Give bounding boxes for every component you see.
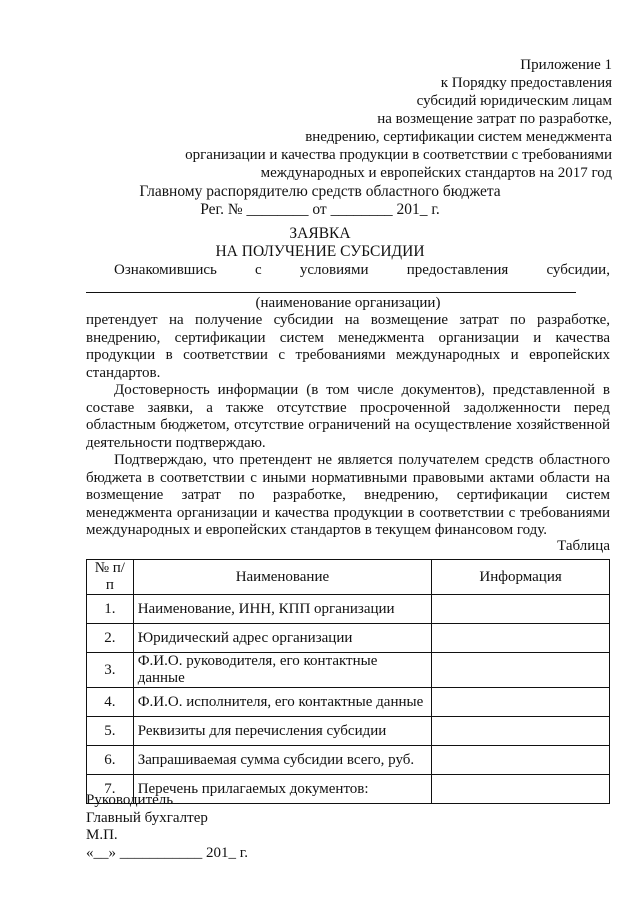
row-name: Ф.И.О. руководителя, его контактные данные <box>133 653 431 688</box>
row-info-cell[interactable] <box>432 653 610 688</box>
signature-block <box>86 792 248 862</box>
row-number: 1. <box>87 595 134 624</box>
title-line: ЗАЯВКА <box>289 225 351 242</box>
table-row <box>87 717 610 746</box>
table-row <box>87 688 610 717</box>
annex-line: Приложение 1 <box>520 57 612 73</box>
row-info-cell[interactable] <box>432 717 610 746</box>
recipient-block <box>0 183 640 219</box>
row-info-cell[interactable] <box>432 688 610 717</box>
document-title <box>0 225 640 261</box>
table-row <box>87 595 610 624</box>
table-row <box>87 624 610 653</box>
row-number: 2. <box>87 624 134 653</box>
annex-line: к Порядку предоставления <box>440 75 612 91</box>
annex-line: на возмещение затрат по разработке, <box>377 111 612 127</box>
row-info-cell[interactable] <box>432 624 610 653</box>
row-info-cell[interactable] <box>432 746 610 775</box>
paragraph-confirmation: Подтверждаю, что претендент не является получателем средств областного бюджета в соответствии с иными нормативными правовыми актами области на возмещение затрат по разработке, внедрению, сертификации систем менеджмента организации и качества продукции в соответствии с требованиями международных и европейских стандартов в текущем финансовом году. <box>86 452 610 538</box>
table-row <box>87 653 610 688</box>
annex-line: международных и европейских стандартов на 2017 год <box>260 165 612 181</box>
row-name: Перечень прилагаемых документов: <box>133 775 431 804</box>
paragraph-claim: претендует на получение субсидии на возмещение затрат по разработке, внедрению, сертификации систем менеджмента организации и качества продукции в соответствии с требованиями международных и европейских стандартов. <box>86 312 610 381</box>
row-name: Ф.И.О. исполнителя, его контактные данные <box>133 688 431 717</box>
header-info: Информация <box>432 560 610 595</box>
row-number: 3. <box>87 653 134 688</box>
recipient-line: Главному распорядителю средств областного бюджета <box>139 183 501 200</box>
intro-line <box>86 262 610 280</box>
intro-word: условиями <box>299 262 369 278</box>
row-info-cell[interactable] <box>432 595 610 624</box>
row-name: Юридический адрес организации <box>133 624 431 653</box>
row-info-cell[interactable] <box>432 775 610 804</box>
annex-line: внедрению, сертификации систем менеджмента <box>305 129 612 145</box>
stamp-place: М.П. <box>86 827 118 843</box>
document-body <box>86 262 610 540</box>
information-table <box>86 559 610 804</box>
row-number: 5. <box>87 717 134 746</box>
intro-word: с <box>255 262 262 278</box>
table-label: Таблица <box>557 538 610 554</box>
row-name: Наименование, ИНН, КПП организации <box>133 595 431 624</box>
registration-line: Рег. № ________ от ________ 201_ г. <box>200 201 440 218</box>
annex-line: субсидий юридическим лицам <box>416 93 612 109</box>
annex-header <box>185 56 612 182</box>
accountant-signature: Главный бухгалтер <box>86 809 208 826</box>
paragraph-reliability: Достоверность информации (в том числе документов), представленной в составе заявки, а также отсутствие просроченной задолженности перед областным бюджетом, отсутствие ограничений на осуществление хозяйственной деятельности подтверждаю. <box>86 382 610 451</box>
row-number: 7. <box>87 775 134 804</box>
header-name: Наименование <box>133 560 431 595</box>
title-line: НА ПОЛУЧЕНИЕ СУБСИДИИ <box>215 243 425 260</box>
row-number: 4. <box>87 688 134 717</box>
intro-word: субсидии, <box>546 262 610 278</box>
row-number: 6. <box>87 746 134 775</box>
organization-name-caption: (наименование организации) <box>255 294 441 311</box>
row-name: Запрашиваемая сумма субсидии всего, руб. <box>133 746 431 775</box>
intro-word: Ознакомившись <box>114 262 217 278</box>
table-row <box>87 746 610 775</box>
table-header-row <box>87 560 610 595</box>
organization-name-blank[interactable] <box>86 280 576 293</box>
director-signature: Руководитель <box>86 792 174 808</box>
annex-line: организации и качества продукции в соответствии с требованиями <box>185 147 612 163</box>
signature-date: «__» ___________ 201_ г. <box>86 844 248 861</box>
header-number: № п/п <box>87 560 134 595</box>
row-name: Реквизиты для перечисления субсидии <box>133 717 431 746</box>
intro-word: предоставления <box>406 262 509 278</box>
